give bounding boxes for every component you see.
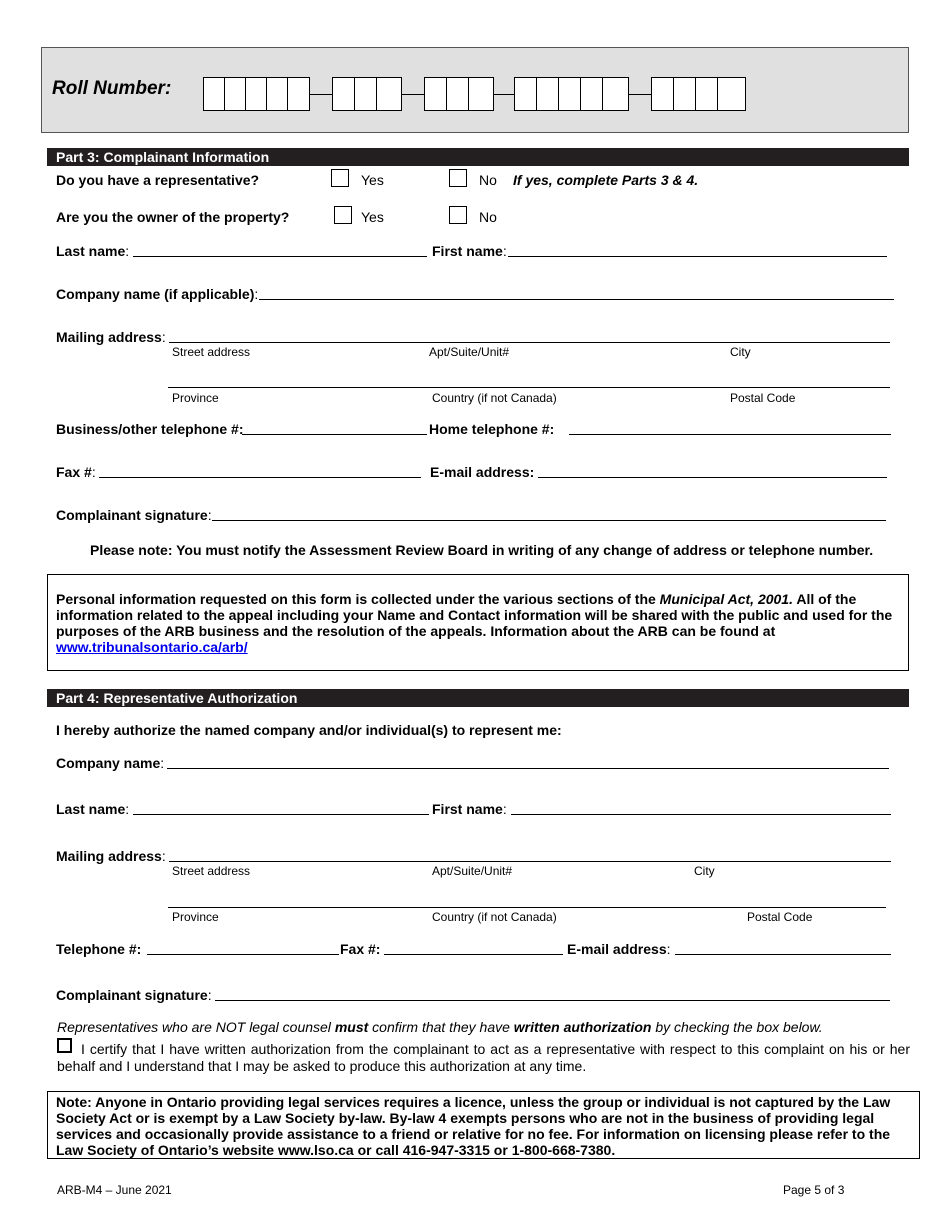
- change-of-address-note: Please note: You must notify the Assessment Review Board in writing of any change of address or telephone number.: [90, 542, 874, 558]
- roll-number-group-4[interactable]: [514, 77, 629, 111]
- owner-no-label: No: [479, 209, 497, 225]
- fax-label: Fax #: [56, 464, 92, 480]
- representative-no-label: No: [479, 172, 497, 188]
- company-row: Company name (if applicable):: [56, 286, 259, 302]
- form-id: ARB-M4 – June 2021: [57, 1183, 172, 1197]
- rep-email-row: E-mail address:: [567, 941, 671, 957]
- representative-no-checkbox[interactable]: [449, 169, 467, 187]
- owner-yes-checkbox[interactable]: [334, 206, 352, 224]
- street-address-caption: Street address: [172, 345, 251, 359]
- roll-separator: [494, 94, 514, 95]
- rep-last-name-label: Last name: [56, 801, 126, 817]
- privacy-notice-box: [47, 574, 909, 671]
- reps-prefix: Representatives who are NOT legal counsel: [57, 1019, 335, 1035]
- authorize-statement: I hereby authorize the named company and/or individual(s) to represent me:: [56, 722, 562, 738]
- rep-postal-caption: Postal Code: [747, 910, 813, 924]
- complainant-signature-field[interactable]: [212, 520, 886, 521]
- home-telephone-field[interactable]: [569, 434, 891, 435]
- first-name-label: First name: [432, 243, 503, 259]
- arb-website-link[interactable]: www.tribunalsontario.ca/arb/: [56, 639, 248, 655]
- part4-header: Part 4: Representative Authorization: [47, 689, 909, 707]
- owner-no-checkbox[interactable]: [449, 206, 467, 224]
- first-name-row: First name:: [432, 243, 507, 259]
- representative-yes-checkbox[interactable]: [331, 169, 349, 187]
- rep-last-name-field[interactable]: [133, 814, 429, 815]
- email-label: E-mail address:: [430, 464, 535, 480]
- roll-separator: [402, 94, 424, 95]
- rep-company-row: Company name:: [56, 755, 165, 771]
- privacy-text-1: Personal information requested on this form is collected under the various sections of the: [56, 591, 660, 607]
- rep-city-caption: City: [694, 864, 715, 878]
- privacy-text-2: All of the information related to the appeal including your Name and Contact information will be shared with the public and used for the purposes of the ARB business and the resolution of the appeals. Information about the ARB can be found at: [56, 591, 893, 639]
- part3-header: Part 3: Complainant Information: [47, 148, 909, 166]
- last-name-row: Last name:: [56, 243, 130, 259]
- reps-mid: confirm that they have: [368, 1019, 514, 1035]
- roll-separator: [310, 94, 332, 95]
- home-telephone-label: Home telephone #:: [429, 421, 555, 437]
- representatives-instruction: [57, 1019, 823, 1035]
- city-caption: City: [730, 345, 751, 359]
- business-telephone-label: Business/other telephone #:: [56, 421, 244, 437]
- certify-statement: [57, 1041, 910, 1075]
- last-name-field[interactable]: [133, 256, 427, 257]
- province-caption: Province: [172, 391, 219, 405]
- rep-fax-field[interactable]: [384, 954, 563, 955]
- rep-telephone-field[interactable]: [147, 954, 339, 955]
- apt-caption: Apt/Suite/Unit#: [429, 345, 510, 359]
- rep-company-name-label: Company name: [56, 755, 161, 771]
- rep-signature-row: Complainant signature:: [56, 987, 212, 1003]
- representative-question: Do you have a representative?: [56, 172, 260, 188]
- rep-complainant-signature-label: Complainant signature: [56, 987, 208, 1003]
- certify-text: I certify that I have written authorization from the complainant to act as a representative with respect to this complaint on his or her behalf and I understand that I may be asked to produce this authorization at any time.: [57, 1041, 910, 1074]
- rep-country-caption: Country (if not Canada): [432, 910, 557, 924]
- roll-number-label: Roll Number:: [52, 78, 172, 99]
- legal-services-note-box: [47, 1091, 920, 1159]
- fax-field[interactable]: [99, 477, 421, 478]
- mailing-address-label: Mailing address: [56, 329, 162, 345]
- mailing-row: Mailing address:: [56, 329, 166, 345]
- owner-question: Are you the owner of the property?: [56, 209, 290, 225]
- reps-suffix: by checking the box below.: [651, 1019, 823, 1035]
- rep-fax-label: Fax #:: [340, 941, 381, 957]
- business-telephone-field[interactable]: [242, 434, 427, 435]
- rep-telephone-label: Telephone #:: [56, 941, 142, 957]
- representative-yes-label: Yes: [361, 172, 384, 188]
- rep-first-name-field[interactable]: [511, 814, 891, 815]
- province-country-postal-field[interactable]: [168, 387, 890, 388]
- company-name-field[interactable]: [259, 299, 894, 300]
- rep-email-label: E-mail address: [567, 941, 667, 957]
- complainant-signature-label: Complainant signature: [56, 507, 208, 523]
- rep-mailing-row: Mailing address:: [56, 848, 166, 864]
- email-field[interactable]: [538, 477, 887, 478]
- rep-company-name-field[interactable]: [167, 768, 889, 769]
- first-name-field[interactable]: [508, 256, 887, 257]
- roll-number-group-2[interactable]: [332, 77, 402, 111]
- rep-first-name-row: First name:: [432, 801, 507, 817]
- roll-separator: [629, 94, 651, 95]
- rep-mailing-address-field[interactable]: [169, 861, 891, 862]
- postal-caption: Postal Code: [730, 391, 796, 405]
- rep-last-name-row: Last name:: [56, 801, 130, 817]
- reps-must: must: [334, 1019, 369, 1035]
- rep-apt-caption: Apt/Suite/Unit#: [432, 864, 513, 878]
- owner-yes-label: Yes: [361, 209, 384, 225]
- if-yes-instruction: If yes, complete Parts 3 & 4.: [513, 172, 699, 188]
- rep-mailing-address-label: Mailing address: [56, 848, 162, 864]
- fax-row: Fax #:: [56, 464, 96, 480]
- reps-written: written authorization: [513, 1019, 652, 1035]
- rep-email-field[interactable]: [675, 954, 891, 955]
- rep-first-name-label: First name: [432, 801, 503, 817]
- rep-province-country-postal-field[interactable]: [168, 907, 886, 908]
- page-number: Page 5 of 3: [783, 1183, 845, 1197]
- rep-street-address-caption: Street address: [172, 864, 251, 878]
- roll-number-group-5[interactable]: [651, 77, 746, 111]
- country-caption: Country (if not Canada): [432, 391, 557, 405]
- roll-number-group-3[interactable]: [424, 77, 494, 111]
- legal-services-note: Note: Anyone in Ontario providing legal services requires a licence, unless the group or individual is not captured by the Law Society Act or is exempt by a Law Society by-law. By-law 4 exempts persons who are not in the business of providing legal services and occasionally provide assistance to a friend or relative for no fee. For information on licensing please refer to the Law Society of Ontario’s website www.lso.ca or call 416-947-3315 or 1-800-668-7380.: [56, 1094, 891, 1158]
- last-name-label: Last name: [56, 243, 126, 259]
- rep-province-caption: Province: [172, 910, 219, 924]
- municipal-act: Municipal Act, 2001.: [659, 591, 793, 607]
- rep-complainant-signature-field[interactable]: [215, 1000, 890, 1001]
- roll-number-group-1[interactable]: [203, 77, 310, 111]
- company-name-label: Company name (if applicable): [56, 286, 255, 302]
- mailing-address-field[interactable]: [169, 342, 890, 343]
- signature-row: Complainant signature:: [56, 507, 212, 523]
